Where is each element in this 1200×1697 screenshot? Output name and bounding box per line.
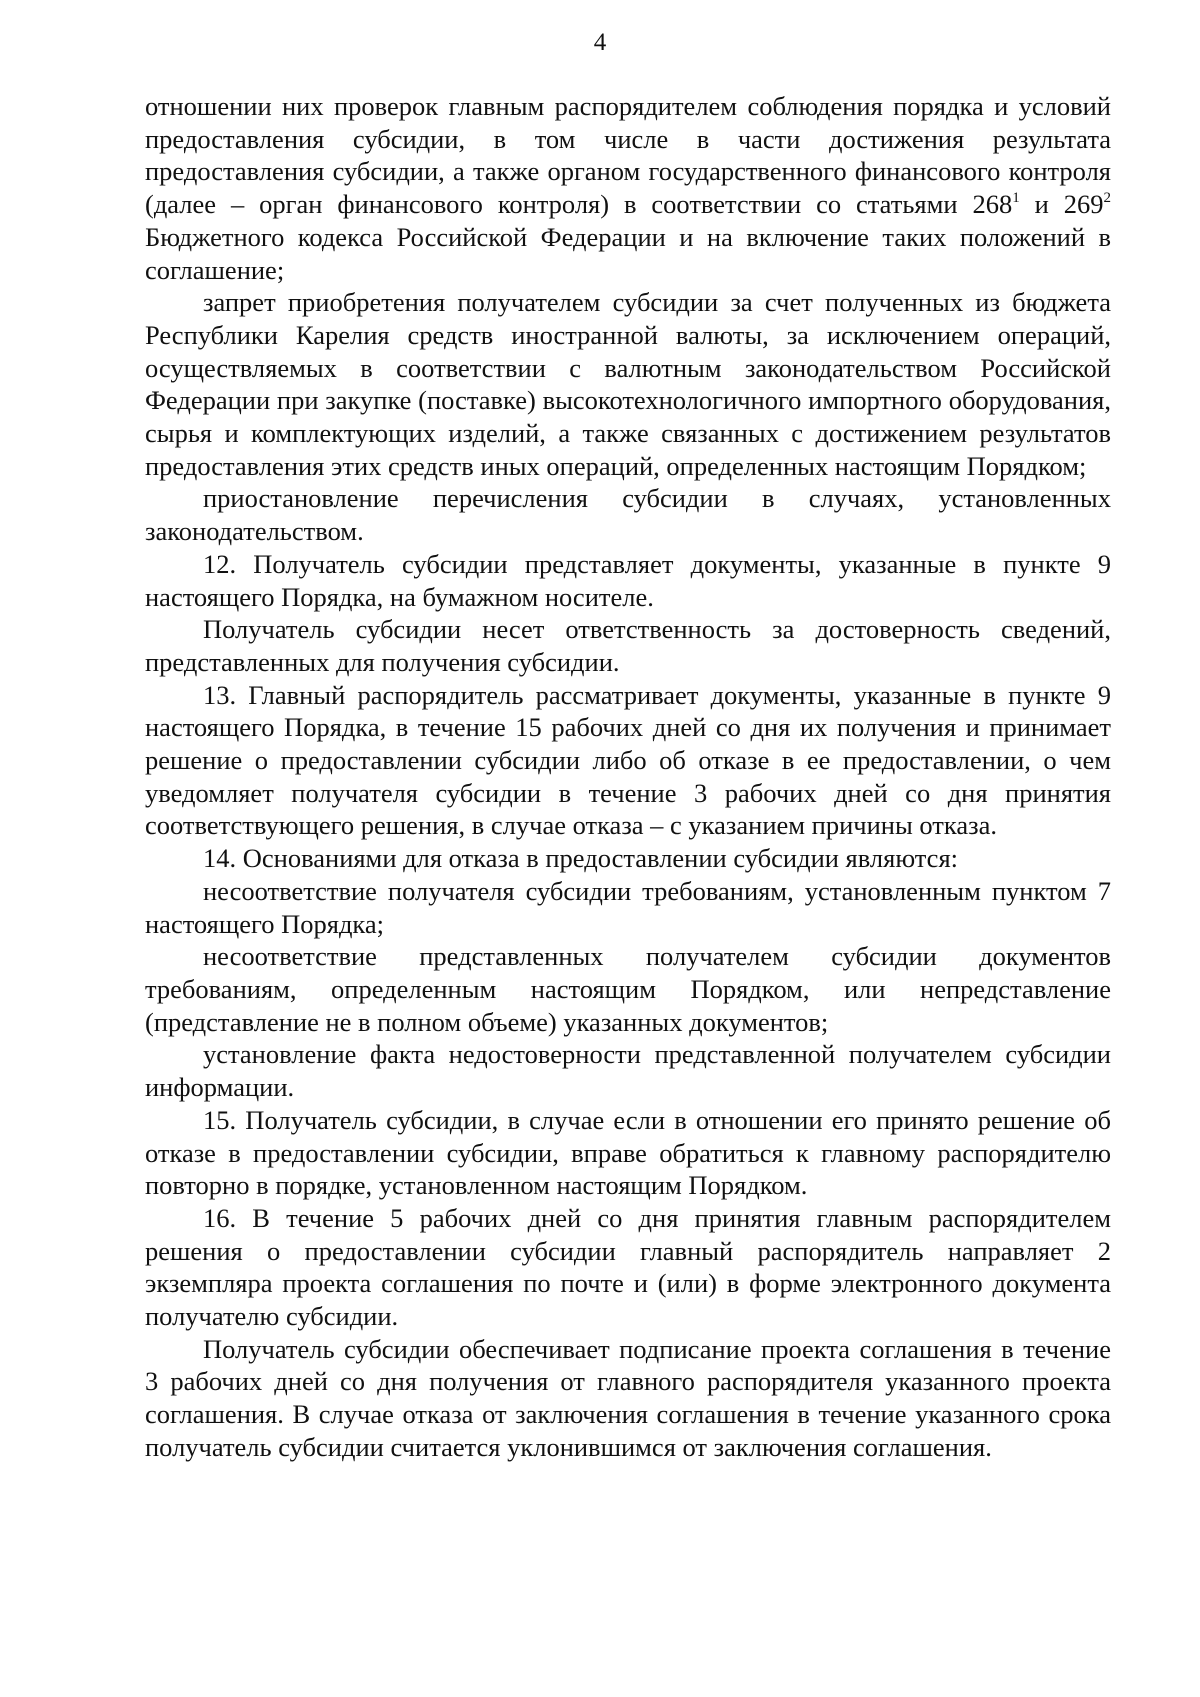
paragraph: 14. Основаниями для отказа в предоставлении субсидии являются: bbox=[203, 843, 958, 874]
paragraph-continuation bbox=[145, 90, 1111, 286]
paragraph: несоответствие представленных получателем субсидии документов требованиям, определенным настоящим Порядком, или непредставление (представление не в полном объеме) указанных документов; bbox=[145, 941, 1111, 1037]
paragraph: Получатель субсидии обеспечивает подписание проекта соглашения в течение 3 рабочих дней со дня получения от главного распорядителя указанного проекта соглашения. В случае отказа от заключения соглашения в течение указанного срока получатель субсидии считается уклонившимся от заключения соглашения. bbox=[145, 1333, 1111, 1462]
paragraph: несоответствие получателя субсидии требованиям, установленным пунктом 7 настоящего Порядка; bbox=[145, 875, 1111, 939]
paragraph: 12. Получатель субсидии представляет документы, указанные в пункте 9 настоящего Порядка, на бумажном носителе. bbox=[145, 548, 1111, 612]
paragraph: 16. В течение 5 рабочих дней со дня принятия главным распорядителем решения о предоставлении субсидии главный распорядитель направляет 2 экземпляра проекта соглашения по почте и (или) в форме электронного документа получателю субсидии. bbox=[145, 1202, 1111, 1332]
paragraph-text: отношении них проверок главным распорядителем соблюдения порядка и условий предоставления субсидии, в том числе в части достижения результата предоставления субсидии, а также органом государственного финансового контроля (далее – орган финансового контроля) в соответствии со статьями 268 bbox=[145, 91, 1111, 220]
page-number: 4 bbox=[593, 29, 607, 56]
paragraph-text: и 269 bbox=[1019, 189, 1104, 220]
paragraph: установление факта недостоверности представленной получателем субсидии информации. bbox=[145, 1039, 1111, 1103]
paragraph-text: Бюджетного кодекса Российской Федерации и на включение таких положений в соглашение; bbox=[145, 221, 1111, 285]
paragraph: приостановление перечисления субсидии в случаях, установленных законодательством. bbox=[145, 483, 1111, 547]
paragraph: 15. Получатель субсидии, в случае если в отношении его принято решение об отказе в предоставлении субсидии, вправе обратиться к главному распорядителю повторно в порядке, установленном настоящим Порядком. bbox=[145, 1104, 1111, 1201]
paragraph: запрет приобретения получателем субсидии за счет полученных из бюджета Республики Карелия средств иностранной валюты, за исключением операций, осуществляемых в соответствии с валютным законодательством Российской Федерации при закупке (поставке) высокотехнологичного импортного оборудования, сырья и комплектующих изделий, а также связанных с достижением результатов предоставления этих средств иных операций, определенных настоящим Порядком; bbox=[145, 287, 1111, 481]
paragraph: 13. Главный распорядитель рассматривает документы, указанные в пункте 9 настоящего Порядка, в течение 15 рабочих дней со дня их получения и принимает решение о предоставлении субсидии либо об отказе в ее предоставлении, о чем уведомляет получателя субсидии в течение 3 рабочих дней со дня принятия соответствующего решения, в случае отказа – с указанием причины отказа. bbox=[145, 679, 1111, 841]
superscript: 1 bbox=[1012, 190, 1020, 207]
paragraph: Получатель субсидии несет ответственность за достоверность сведений, представленных для получения субсидии. bbox=[145, 614, 1111, 677]
document-body bbox=[145, 90, 1111, 1464]
superscript: 2 bbox=[1103, 190, 1111, 207]
